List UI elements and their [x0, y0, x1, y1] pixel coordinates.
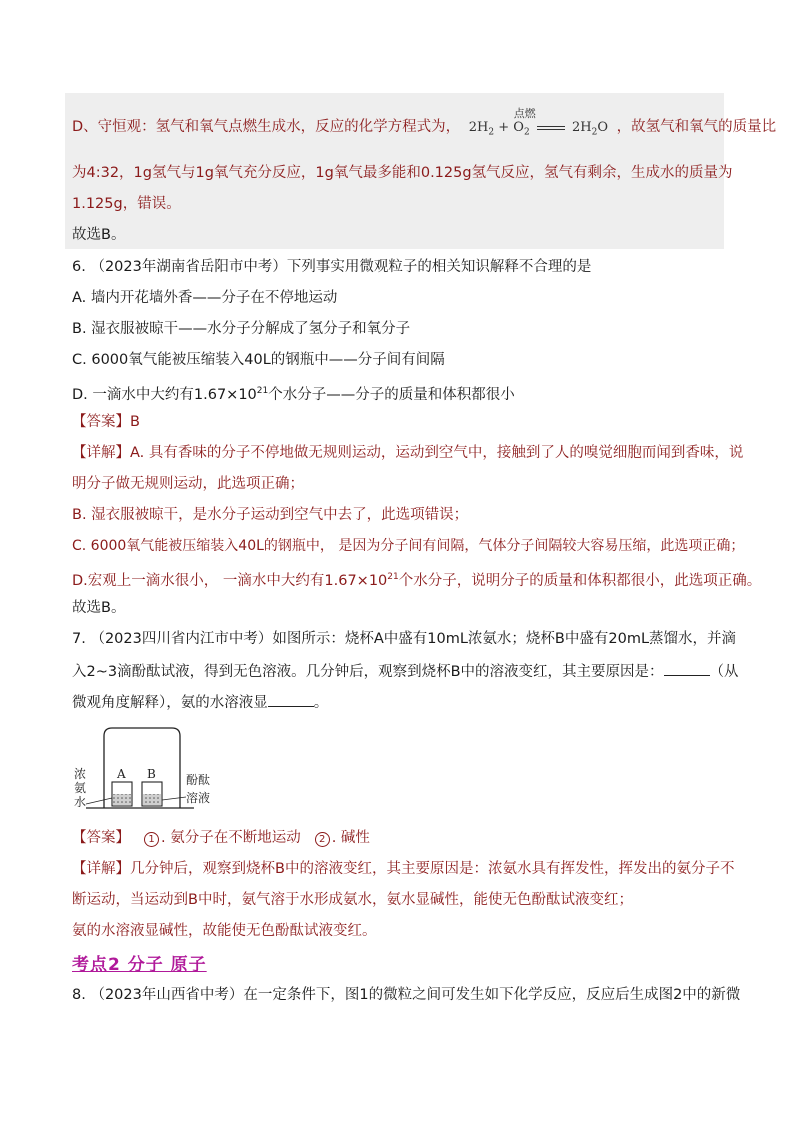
q6-option-c: C. 6000氧气能被压缩装入40L的钢瓶中——分子间有间隔: [72, 352, 445, 368]
section-title: 考点2 分子 原子: [72, 955, 207, 975]
answer-number-2: 2: [315, 832, 330, 847]
q7-detail-2: 断运动，当运动到B中时，氨气溶于水形成氨水，氨水显碱性，能使无色酚酞试液变红；: [72, 892, 633, 908]
q6-option-a: A. 墙内开花墙外香——分子在不停地运动: [72, 290, 338, 306]
solution-d-text: D、守恒观：氢气和氧气点燃生成水，反应的化学方程式为，: [72, 119, 461, 135]
solution-d-line: [72, 107, 777, 143]
q6-stem: 6. （2023年湖南省岳阳市中考）下列事实用微观粒子的相关知识解释不合理的是: [72, 259, 592, 275]
q7-line-1: 7. （2023四川省内江市中考）如图所示：烧杯A中盛有10mL浓氨水；烧杯B中盛有20mL蒸馏水，并滴: [72, 631, 737, 647]
q7-line-2: 入2~3滴酚酞试液，得到无色溶液。几分钟后，观察到烧杯B中的溶液变红，其主要原因是： （从: [72, 661, 739, 682]
q6-detail-1: 【详解】A. 具有香味的分子不停地做无规则运动，运动到空气中，接触到了人的嗅觉细胞而闻到香味，说: [72, 445, 744, 461]
svg-text:水: 水: [74, 795, 87, 809]
q6-detail-3: B. 湿衣服被晾干，是水分子运动到空气中去了，此选项错误；: [72, 507, 469, 523]
q6-detail-5: D.宏观上一滴水很小， 一滴水中大约有$1.67\times 10^{21}$个水分子，说明分子的质量和体积都很小，此选项正确。: [72, 572, 762, 589]
q6-detail-2: 明分子做无规则运动，此选项正确；: [72, 476, 304, 492]
solution-d-text-2: ，故氢气和氧气的质量比: [616, 119, 777, 135]
label-b: B: [147, 767, 156, 781]
svg-text:酚酞: 酚酞: [186, 773, 211, 787]
solution-line-2: 为4:32，1g氢气与1g氧气充分反应，1g氧气最多能和0.125g氢气反应，氢气有剩余，生成水的质量为: [72, 165, 733, 181]
q7-detail-1: 【详解】几分钟后，观察到烧杯B中的溶液变红，其主要原因是：浓氨水具有挥发性，挥发出的氨分子不: [72, 861, 735, 877]
label-a: A: [117, 767, 126, 781]
chemical-equation: $2H_2 + O_2$ 点燃 $2H_2O$: [469, 118, 608, 143]
solution-line-3: 1.125g，错误。: [72, 196, 181, 212]
reaction-condition: 点燃: [513, 107, 536, 120]
svg-text:氨: 氨: [74, 781, 87, 795]
q6-detail-4: C. 6000氧气能被压缩装入40L的钢瓶中， 是因为分子间有间隔，气体分子间隔较大容易压缩，此选项正确；: [72, 538, 745, 554]
ammonia-experiment-figure: [72, 724, 232, 816]
q7-detail-3: 氨的水溶液显碱性，故能使无色酚酞试液变红。: [72, 923, 377, 939]
svg-text:浓: 浓: [74, 767, 87, 781]
q6-option-b: B. 湿衣服被晾干——水分子分解成了氢分子和氧分子: [72, 321, 411, 337]
answer-blank-1[interactable]: [664, 661, 710, 676]
svg-text:溶液: 溶液: [186, 791, 211, 805]
q7-line-3: 微观角度解释），氨的水溶液显 。: [72, 692, 328, 713]
answer-blank-2[interactable]: [268, 692, 314, 707]
answer-number-1: 1: [144, 832, 159, 847]
q7-answer: 【答案】 1 . 氨分子在不断地运动 2 . 碱性: [72, 830, 370, 846]
solution-conclusion: 故选B。: [72, 227, 126, 243]
q6-answer: 【答案】B: [72, 414, 140, 430]
q8-line-1: 8. （2023年山西省中考）在一定条件下，图1的微粒之间可发生如下化学反应，反应后生成图2中的新微: [72, 987, 741, 1003]
q6-option-d: D. 一滴水中大约有$1.67\times 10^{21}$个水分子——分子的质量和体积都很小: [72, 386, 515, 403]
q6-conclusion: 故选B。: [72, 600, 126, 616]
